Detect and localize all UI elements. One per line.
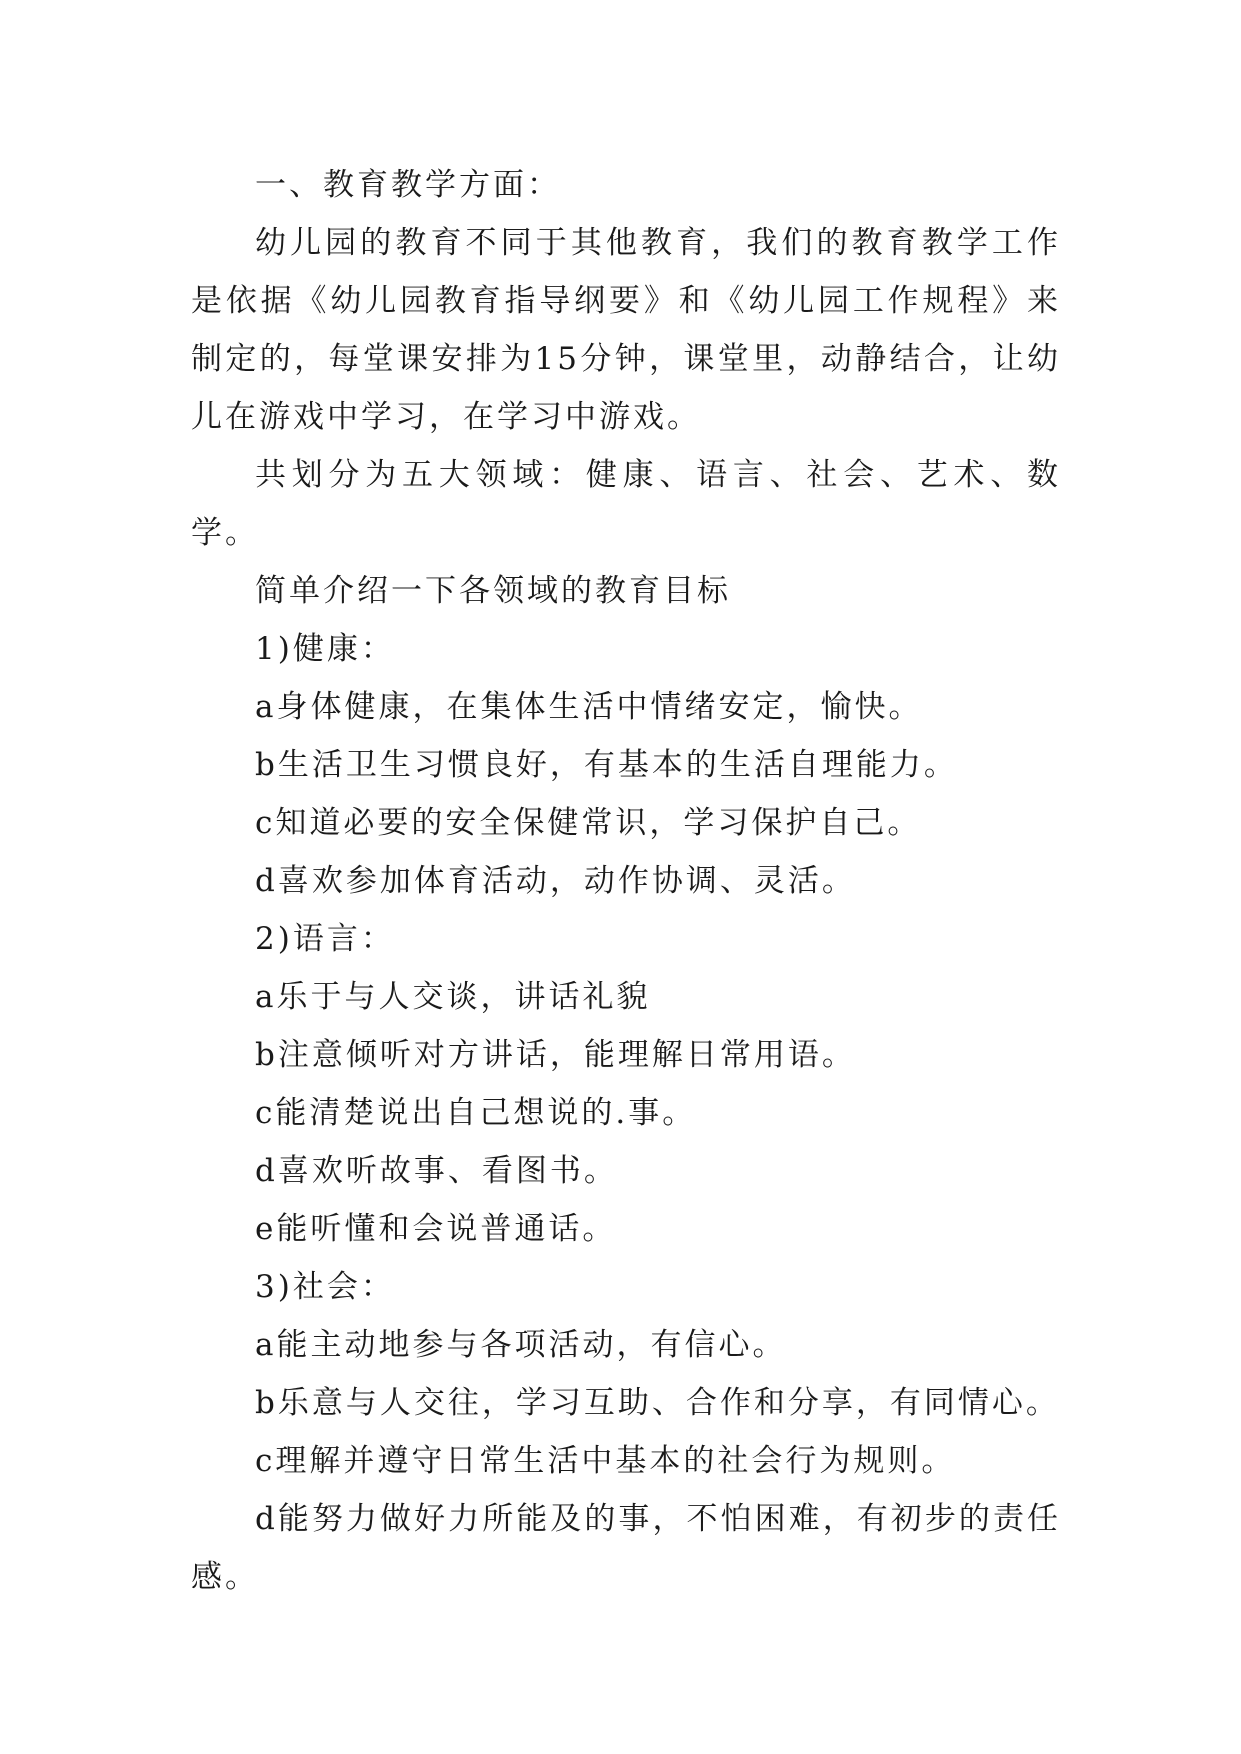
subheading-health: 1)健康： <box>255 631 395 667</box>
paragraph-goals-intro: 简单介绍一下各领域的教育目标 <box>255 573 731 609</box>
list-item-society-a: a能主动地参与各项活动，有信心。 <box>255 1327 787 1363</box>
list-item-health-a: a身体健康，在集体生活中情绪安定，愉快。 <box>255 689 923 725</box>
list-item-language-c: c能清楚说出自己想说的.事。 <box>255 1095 697 1131</box>
paragraph-domains: 共划分为五大领域：健康、语言、社会、艺术、数学。 <box>191 457 1061 551</box>
list-item-society-b: b乐意与人交往，学习互助、合作和分享，有同情心。 <box>255 1385 1060 1421</box>
list-item-health-d: d喜欢参加体育活动，动作协调、灵活。 <box>255 863 856 899</box>
list-item-health-c: c知道必要的安全保健常识，学习保护自己。 <box>255 805 922 841</box>
list-item-society-d: d能努力做好力所能及的事，不怕困难，有初步的责任感。 <box>191 1501 1061 1595</box>
document-body <box>191 156 1061 1606</box>
list-item-language-b: b注意倾听对方讲话，能理解日常用语。 <box>255 1037 856 1073</box>
section-heading-education: 一、教育教学方面： <box>255 167 561 203</box>
list-item-language-a: a乐于与人交谈，讲话礼貌 <box>255 979 651 1015</box>
list-item-language-d: d喜欢听故事、看图书。 <box>255 1153 618 1189</box>
subheading-language: 2)语言： <box>255 921 395 957</box>
list-item-language-e: e能听懂和会说普通话。 <box>255 1211 617 1247</box>
list-item-health-b: b生活卫生习惯良好，有基本的生活自理能力。 <box>255 747 958 783</box>
subheading-society: 3)社会： <box>255 1269 395 1305</box>
paragraph-intro: 幼儿园的教育不同于其他教育，我们的教育教学工作是依据《幼儿园教育指导纲要》和《幼儿园工作规程》来制定的，每堂课安排为15分钟，课堂里，动静结合，让幼儿在游戏中学习，在学习中游戏。 <box>191 225 1061 435</box>
list-item-society-c: c理解并遵守日常生活中基本的社会行为规则。 <box>255 1443 956 1479</box>
